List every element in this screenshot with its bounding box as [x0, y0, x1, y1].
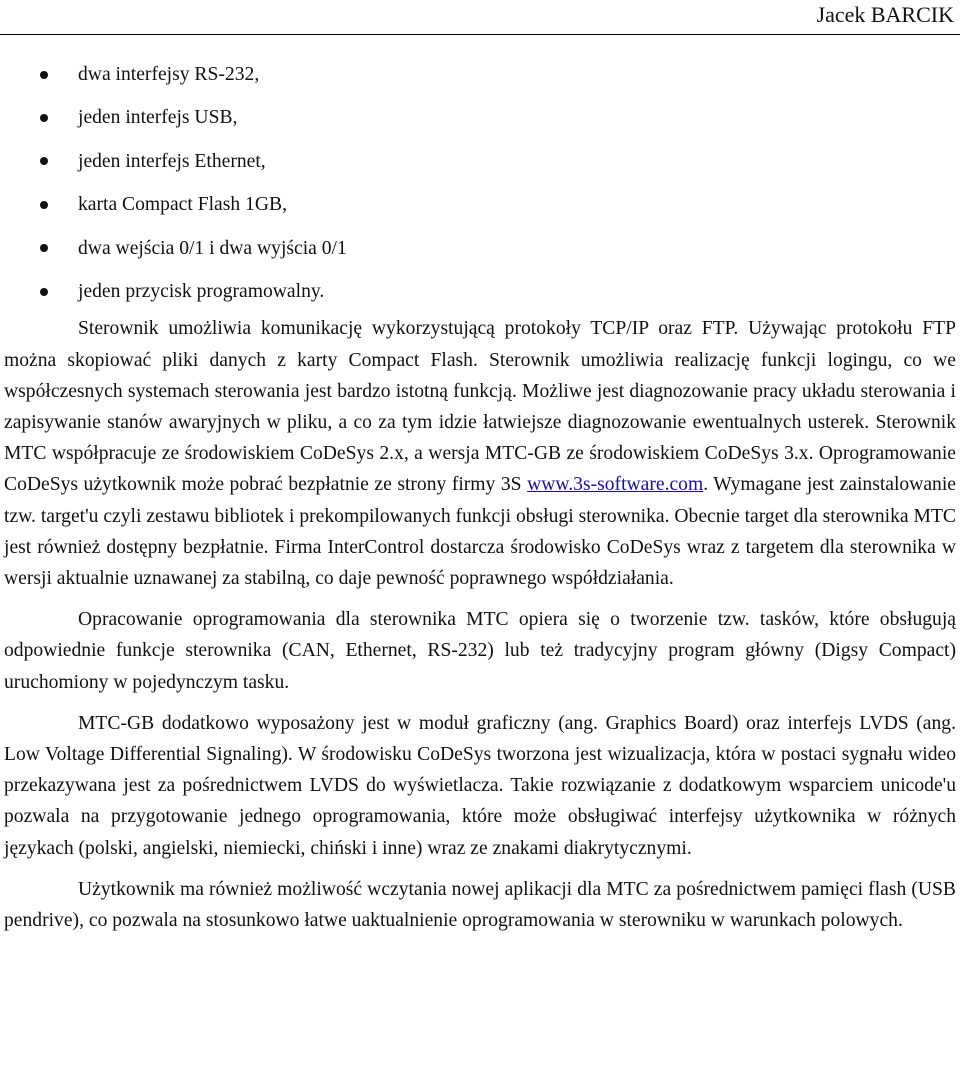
list-item: [4, 270, 956, 313]
list-item: [4, 53, 956, 96]
list-item: [4, 227, 956, 270]
paragraph-tasks: Opracowanie oprogramowania dla sterownika MTC opiera się o tworzenie tzw. tasków, które obsługują odpowiednie funkcje sterownika (CAN, Ethernet, RS-232) lub też tradycyjny program główny (Digsy Compact) uruchomiony w pojedynczym tasku.: [4, 609, 956, 693]
list-item-text: jeden interfejs USB,: [78, 107, 238, 129]
paragraph-graphics: MTC-GB dodatkowo wyposażony jest w moduł graficzny (ang. Graphics Board) oraz interfejs LVDS (ang. Low Voltage Differential Signaling). W środowisku CoDeSys tworzona jest wizualizacja, która w postaci sygnału wideo przekazywana jest za pośrednictwem LVDS do wyświetlacza. Takie rozwiązanie z dodatkowym wsparciem unicode'u pozwala na przygotowanie jednego oprogramowania, które może obsługiwać interfejsy użytkownika w różnych językach (polski, angielski, niemiecki, chiński i inne) wraz ze znakami diakrytycznymi.: [4, 712, 956, 859]
list-item: [4, 183, 956, 226]
bullet-icon: [40, 71, 48, 79]
paragraph-text: . Wymagane jest zainstalowanie tzw. target'u czyli zestawu bibliotek i prekompilowanych funkcji obsługi sterownika. Obecnie target dla sterownika MTC jest również dostępny bezpłatnie. Firma InterControl dostarcza środowisko CoDeSys wraz z targetem dla sterownika w wersji aktualnie uznawanej za stabilną, co daje pewność poprawnego współdziałania.: [4, 474, 956, 589]
paragraph-communication: [4, 313, 956, 594]
software-link[interactable]: www.3s-software.com: [527, 474, 704, 496]
list-item-text: dwa wejścia 0/1 i dwa wyjścia 0/1: [78, 237, 347, 259]
list-item: [4, 96, 956, 139]
page-header: [0, 0, 960, 35]
list-item-text: jeden interfejs Ethernet,: [78, 150, 266, 172]
header-author: Jacek BARCIK: [816, 2, 954, 27]
paragraph-text: Sterownik umożliwia komunikację wykorzystującą protokoły TCP/IP oraz FTP. Używając protokołu FTP można skopiować pliki danych z karty Compact Flash. Sterownik umożliwia realizację funkcji logingu, co we współczesnych systemach sterowania jest bardzo istotną funkcją. Możliwe jest diagnozowanie pracy układu sterowania i zapisywanie stanów awaryjnych w pliku, a co za tym idzie łatwiejsze diagnozowanie ewentualnych usterek. Sterownik MTC współpracuje ze środowiskiem CoDeSys 2.x, a wersja MTC-GB ze środowiskiem CoDeSys 3.x. Oprogramowanie CoDeSys użytkownik może pobrać bezpłatnie ze strony firmy 3S: [4, 318, 956, 496]
paragraph-update: Użytkownik ma również możliwość wczytania nowej aplikacji dla MTC za pośrednictwem pamięci flash (USB pendrive), co pozwala na stosunkowo łatwe uaktualnienie oprogramowania w sterowniku w warunkach polowych.: [4, 878, 956, 931]
list-item-text: dwa interfejsy RS-232,: [78, 64, 260, 85]
list-item-text: jeden przycisk programowalny.: [78, 280, 325, 302]
document-body: [4, 53, 956, 936]
bullet-icon: [40, 288, 48, 296]
bullet-icon: [40, 244, 48, 252]
bullet-icon: [40, 157, 48, 165]
feature-list: [4, 53, 956, 313]
list-item-text: karta Compact Flash 1GB,: [78, 194, 287, 216]
bullet-icon: [40, 201, 48, 209]
list-item: [4, 140, 956, 183]
bullet-icon: [40, 114, 48, 122]
